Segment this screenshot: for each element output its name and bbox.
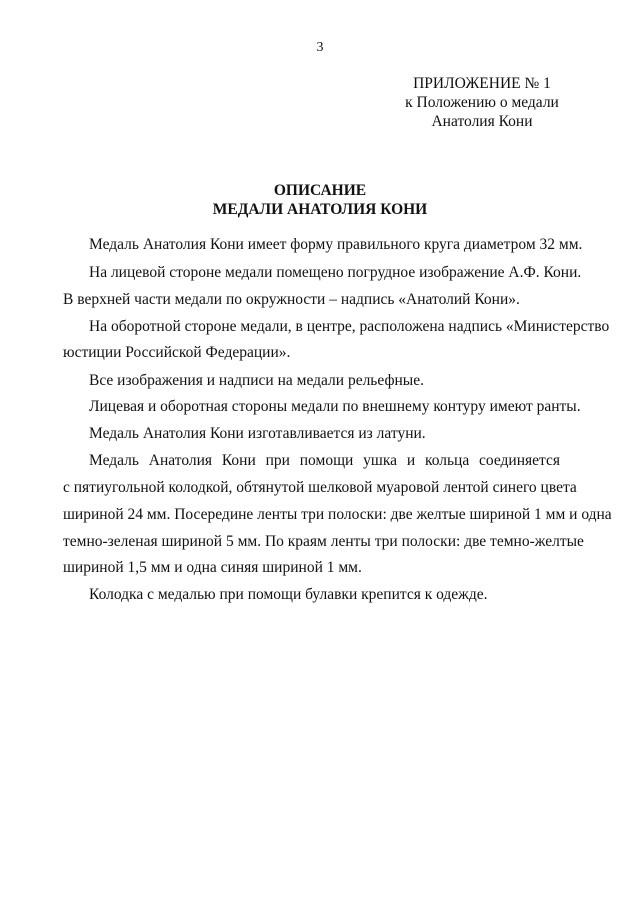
paragraph-line: темно-зеленая шириной 5 мм. По краям ленты три полоски: две темно-желтые: [63, 533, 584, 550]
page-number: 3: [316, 40, 324, 55]
paragraph-line: Лицевая и оборотная стороны медали по внешнему контуру имеют ранты.: [89, 398, 581, 415]
paragraph-line: с пятиугольной колодкой, обтянутой шелковой муаровой лентой синего цвета: [63, 479, 577, 496]
heading-subtitle: МЕДАЛИ АНАТОЛИЯ КОНИ: [212, 201, 428, 218]
paragraph-line: юстиции Российской Федерации».: [63, 344, 291, 361]
paragraph-line: Колодка с медалью при помощи булавки крепится к одежде.: [89, 586, 488, 603]
appendix-title: ПРИЛОЖЕНИЕ № 1: [413, 75, 551, 92]
heading-title: ОПИСАНИЕ: [273, 182, 367, 199]
paragraph-line: шириной 1,5 мм и одна синяя шириной 1 мм.: [63, 559, 362, 576]
paragraph-line: Медаль Анатолия Кони имеет форму правильного круга диаметром 32 мм.: [89, 236, 583, 253]
paragraph-line: Медаль Анатолия Кони при помощи ушка и кольца соединяется: [89, 452, 560, 469]
appendix-reference: к Положению о медали: [405, 94, 559, 111]
paragraph-line: В верхней части медали по окружности – надпись «Анатолий Кони».: [63, 291, 520, 308]
paragraph-line: На лицевой стороне медали помещено погрудное изображение А.Ф. Кони.: [89, 264, 582, 281]
paragraph-line: шириной 24 мм. Посередине ленты три полоски: две желтые шириной 1 мм и одна: [63, 506, 612, 523]
paragraph-line: Все изображения и надписи на медали рельефные.: [89, 372, 424, 389]
appendix-medal-name: Анатолия Кони: [431, 113, 533, 130]
paragraph-line: На оборотной стороне медали, в центре, расположена надпись «Министерство: [89, 318, 610, 335]
paragraph-line: Медаль Анатолия Кони изготавливается из латуни.: [89, 425, 426, 442]
